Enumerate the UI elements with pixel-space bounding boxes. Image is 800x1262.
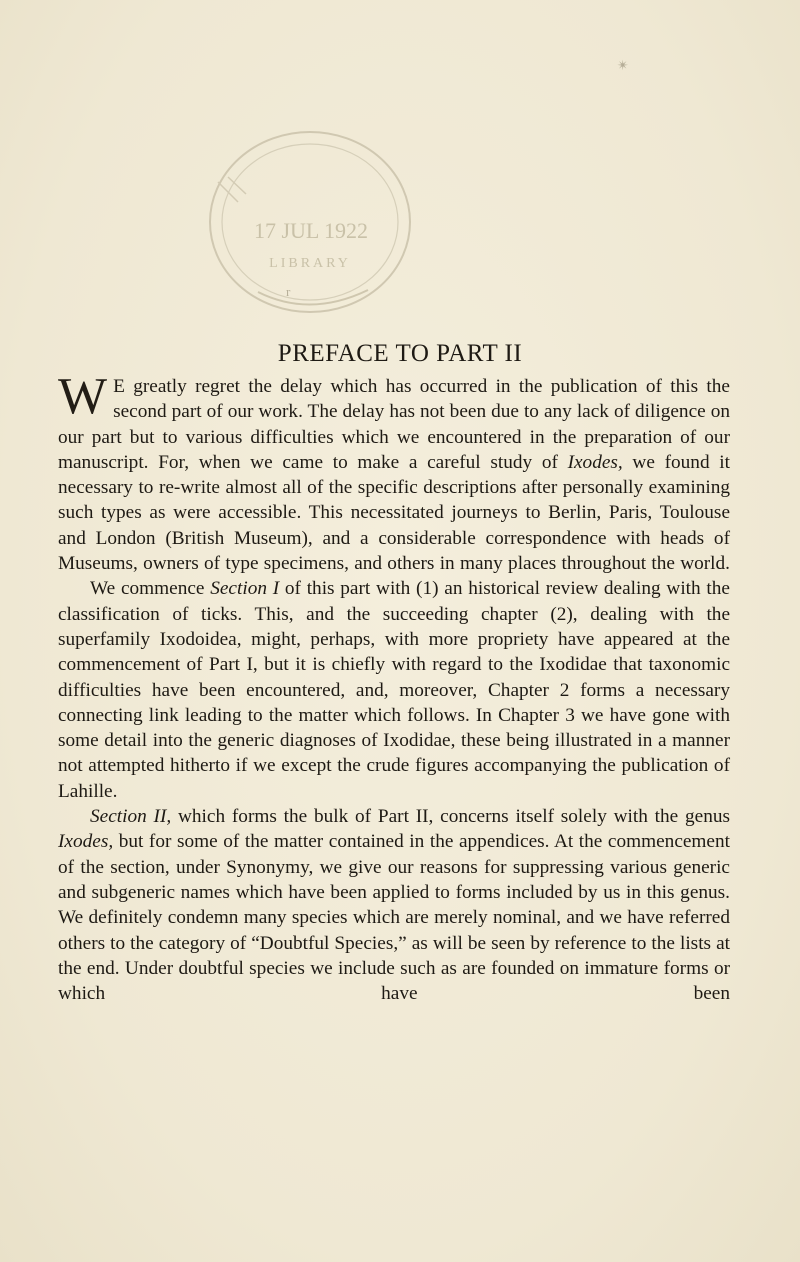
body-text	[58, 368, 731, 1006]
paragraph-1-text: E greatly regret the delay which has occurred in the publication of this the second part of our work. The delay has not been due to any lack of diligence on our part but to various difficulties which we encountered in the preparation of our manuscript. For, when we came to make a careful study of	[58, 376, 730, 473]
paragraph-2-italic: Section I	[210, 578, 280, 600]
library-stamp	[198, 122, 420, 322]
page-title: PREFACE TO PART II	[277, 340, 523, 367]
paragraph-2	[58, 576, 730, 804]
paragraph-3-text-b: but for some of the matter contained in the appendices. At the commencement of the section, under Synonymy, we give our reasons for suppressing various generic and subgeneric names which have been applied to forms included by us in this genus. We definitely condemn many species which are merely nominal, and we have referred others to the category of “Doubtful Species,” as will be seen by reference to the lists at the end. Under doubtful species we include such as are founded on immature forms or which have been	[58, 831, 730, 1005]
corner-mark: ✴	[617, 58, 629, 74]
paragraph-3	[58, 804, 730, 1006]
paragraph-3-text-a: which forms the bulk of Part II, concerns itself solely with the genus	[171, 806, 730, 828]
paragraph-1-text-2: we found it necessary to re-write almost all of the specific descriptions after personally examining such types as were accessible. This necessitated journeys to Berlin, Paris, Toulouse and London (British Museum), and a considerable correspondence with heads of Museums, owners of type specimens, and others in many places throughout the world.	[58, 451, 731, 575]
stamp-date: 17 JUL 1922	[253, 218, 369, 243]
stamp-mark: r	[286, 284, 291, 299]
paragraph-2-text-a: We commence	[90, 578, 211, 600]
stamp-library: LIBRARY	[269, 256, 351, 271]
paragraph-3-italic-2: Ixodes,	[58, 831, 114, 853]
drop-cap: W	[58, 368, 108, 425]
paragraph-1-italic: Ixodes,	[567, 451, 623, 473]
paragraph-1	[58, 368, 731, 576]
paragraph-2-text-b: of this part with (1) an historical review dealing with the classification of ticks. This, and the succeeding chapter (2), dealing with the superfamily Ixodoidea, might, perhaps, with more propriety have appeared at the commencement of Part I, but it is chiefly with regard to the Ixodidae that taxonomic difficulties have been encountered, and, moreover, Chapter 2 forms a necessary connecting link leading to the matter which follows. In Chapter 3 we have gone with some detail into the generic diagnoses of Ixodidae, these being illustrated in a manner not attempted hitherto if we except the crude figures accompanying the publication of Lahille.	[58, 578, 730, 802]
paragraph-3-italic-1: Section II,	[90, 806, 172, 828]
